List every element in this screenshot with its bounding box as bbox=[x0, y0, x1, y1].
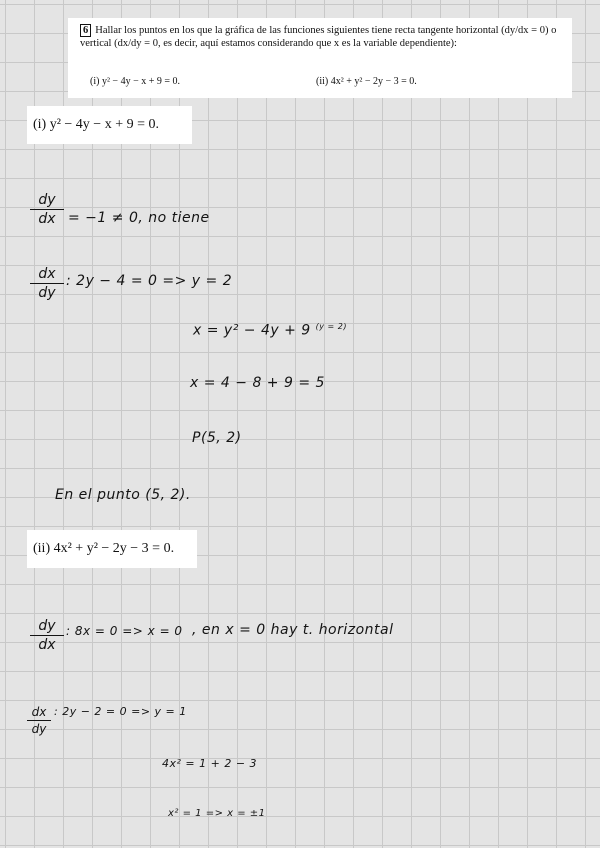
fraction-bar bbox=[30, 283, 64, 284]
problem-part-ii: (ii) 4x² + y² − 2y − 3 = 0. bbox=[316, 76, 417, 87]
dxdy-fraction-i bbox=[30, 266, 64, 301]
fraction-bar bbox=[30, 635, 64, 636]
handwritten-conclusion-i: En el punto (5, 2). bbox=[55, 487, 191, 503]
handwritten-line-ii-1: : 8x = 0 => x = 0 bbox=[66, 624, 183, 638]
fraction-denominator: dx bbox=[38, 211, 56, 227]
handwritten-line-ii-4: x² = 1 => x = ±1 bbox=[168, 808, 266, 819]
dxdy-fraction-ii bbox=[27, 705, 51, 736]
handwritten-line-ii-3: 4x² = 1 + 2 − 3 bbox=[162, 757, 258, 770]
handwritten-line-i-4: x = 4 − 8 + 9 = 5 bbox=[190, 375, 325, 391]
fraction-bar bbox=[27, 720, 51, 721]
handwritten-line-i-1: = −1 ≠ 0, no tiene bbox=[68, 210, 210, 226]
dydx-fraction-i bbox=[30, 192, 64, 227]
fraction-numerator: dy bbox=[38, 192, 56, 208]
fraction-denominator: dy bbox=[31, 722, 47, 736]
problem-number: 6 bbox=[80, 24, 91, 37]
fraction-bar bbox=[30, 209, 64, 210]
dydx-fraction-ii bbox=[30, 618, 64, 653]
handwritten-line-i-2: : 2y − 4 = 0 => y = 2 bbox=[66, 273, 233, 289]
handwritten-expression: x = y² − 4y + 9 bbox=[193, 322, 311, 339]
fraction-numerator: dy bbox=[38, 618, 56, 634]
problem-statement bbox=[68, 18, 572, 98]
fraction-denominator: dy bbox=[38, 285, 56, 301]
fraction-denominator: dx bbox=[38, 637, 56, 653]
handwritten-note: (y = 2) bbox=[315, 322, 347, 331]
problem-text: Hallar los puntos en los que la gráfica de las funciones siguientes tiene recta tangente horizontal (dy/dx = 0) o vertical (dx/dy = 0, es decir, aquí estamos considerando que x es la variable dependiente): bbox=[80, 25, 557, 49]
problem-part-i: (i) y² − 4y − x + 9 = 0. bbox=[90, 76, 180, 87]
handwritten-note-ii-1: , en x = 0 hay t. horizontal bbox=[192, 622, 394, 638]
section-heading-i: (i) y² − 4y − x + 9 = 0. bbox=[27, 106, 192, 144]
handwritten-line-i-5: P(5, 2) bbox=[192, 430, 242, 446]
fraction-numerator: dx bbox=[38, 266, 56, 282]
handwritten-line-i-3 bbox=[193, 322, 347, 339]
section-heading-ii: (ii) 4x² + y² − 2y − 3 = 0. bbox=[27, 530, 197, 568]
handwritten-line-ii-2: : 2y − 2 = 0 => y = 1 bbox=[54, 705, 187, 718]
fraction-numerator: dx bbox=[31, 705, 47, 719]
